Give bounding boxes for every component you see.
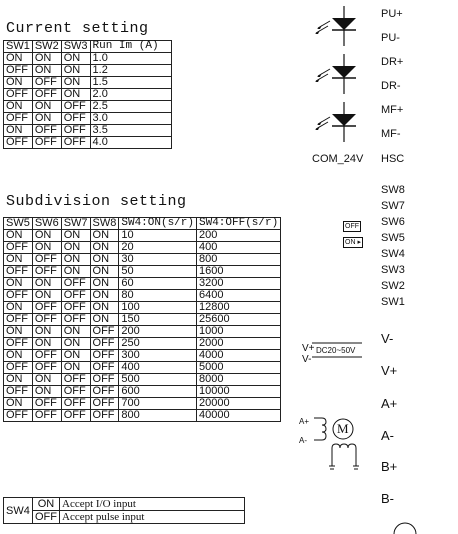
table-cell: OFF: [32, 362, 61, 374]
motor-symbol-label: M: [337, 421, 349, 436]
table-cell: OFF: [4, 314, 33, 326]
table-cell: ON: [32, 290, 61, 302]
off-tag-label: OFF: [345, 223, 359, 230]
dip-switch-on-icon: [343, 237, 363, 248]
table-row: [4, 137, 172, 149]
table-cell: 80: [119, 290, 197, 302]
table-cell: 8000: [197, 374, 281, 386]
table-cell: 1600: [197, 266, 281, 278]
table-row: [4, 290, 281, 302]
table-row: [4, 386, 281, 398]
motor-a-plus-label: A+: [299, 417, 310, 426]
table-cell: OFF: [32, 314, 61, 326]
table-row: [4, 254, 281, 266]
table-cell: ON: [4, 77, 33, 89]
table-row: [4, 89, 172, 101]
table-cell: OFF: [90, 338, 119, 350]
table-cell: 800: [197, 254, 281, 266]
sw4-off-state: OFF: [33, 511, 60, 524]
table-row: [4, 326, 281, 338]
table-cell: OFF: [4, 242, 33, 254]
terminal-v-plus: V+: [381, 363, 398, 378]
table-cell: 700: [119, 398, 197, 410]
table-cell: ON: [61, 77, 90, 89]
terminal-b-plus: B+: [381, 459, 398, 474]
table-cell: OFF: [90, 326, 119, 338]
table-cell: OFF: [61, 374, 90, 386]
table-row: [4, 113, 172, 125]
motor-icon: [310, 412, 360, 484]
table-cell: 400: [119, 362, 197, 374]
table-cell: 10000: [197, 386, 281, 398]
table-cell: 6400: [197, 290, 281, 302]
table-cell: 400: [197, 242, 281, 254]
terminal-a-minus: A-: [381, 428, 394, 443]
table-cell: OFF: [90, 398, 119, 410]
switch-label-sw1: SW1: [381, 296, 405, 308]
table-cell: ON: [61, 230, 90, 242]
table-cell: 3.5: [90, 125, 171, 137]
terminal-dr-plus: DR+: [381, 56, 404, 68]
table-cell: ON: [32, 101, 61, 113]
table-row: [4, 302, 281, 314]
sw4-off-description: Accept pulse input: [60, 511, 245, 524]
led-diode-icon: [306, 102, 362, 142]
table-cell: ON: [4, 53, 33, 65]
table-cell: OFF: [4, 137, 33, 149]
table-cell: ON: [61, 242, 90, 254]
table-cell: OFF: [61, 386, 90, 398]
table-header-row: [4, 41, 172, 53]
led-diode-icon: [306, 6, 362, 46]
table-cell: ON: [61, 65, 90, 77]
table-cell: OFF: [32, 89, 61, 101]
table-cell: OFF: [32, 137, 61, 149]
table-cell: OFF: [4, 410, 33, 422]
terminal-b-minus: B-: [381, 491, 394, 506]
power-range-label: DC20~50V: [316, 346, 356, 355]
table-cell: 1000: [197, 326, 281, 338]
switch-label-sw5: SW5: [381, 232, 405, 244]
switch-label-sw2: SW2: [381, 280, 405, 292]
circle-outline-icon: [392, 522, 418, 534]
table-cell: ON: [32, 65, 61, 77]
table-cell: 4000: [197, 350, 281, 362]
table-cell: 100: [119, 302, 197, 314]
dip-switch-off-icon: [343, 221, 361, 232]
table-row: [4, 266, 281, 278]
table-cell: 10: [119, 230, 197, 242]
table-cell: 2.0: [90, 89, 171, 101]
table-cell: ON: [4, 302, 33, 314]
table-cell: ON: [32, 230, 61, 242]
table-cell: OFF: [4, 386, 33, 398]
table-cell: OFF: [32, 350, 61, 362]
table-cell: OFF: [61, 137, 90, 149]
table-cell: OFF: [61, 314, 90, 326]
table-row: [4, 338, 281, 350]
arrow-right-icon: ▸: [357, 239, 361, 246]
table-cell: OFF: [90, 350, 119, 362]
table-cell: ON: [4, 350, 33, 362]
table-cell: ON: [32, 53, 61, 65]
table-cell: OFF: [4, 89, 33, 101]
table-cell: OFF: [4, 113, 33, 125]
table-row: [4, 314, 281, 326]
column-header: SW8: [90, 218, 119, 230]
table-cell: 250: [119, 338, 197, 350]
table-cell: 2.5: [90, 101, 171, 113]
table-cell: 1.0: [90, 53, 171, 65]
column-header: SW2: [32, 41, 61, 53]
table-cell: 200: [119, 326, 197, 338]
led-diode-icon: [306, 54, 362, 94]
terminal-pu-minus: PU-: [381, 32, 400, 44]
table-cell: ON: [90, 230, 119, 242]
table-cell: ON: [61, 338, 90, 350]
terminal-mf-minus: MF-: [381, 128, 401, 140]
table-cell: ON: [61, 350, 90, 362]
table-cell: ON: [61, 266, 90, 278]
table-cell: 50: [119, 266, 197, 278]
switch-label-sw8: SW8: [381, 184, 405, 196]
table-row: [4, 362, 281, 374]
table-cell: ON: [32, 278, 61, 290]
table-cell: OFF: [32, 77, 61, 89]
table-cell: ON: [90, 314, 119, 326]
table-cell: 25600: [197, 314, 281, 326]
table-cell: OFF: [90, 410, 119, 422]
table-cell: 1.5: [90, 77, 171, 89]
table-cell: 40000: [197, 410, 281, 422]
table-row: [4, 230, 281, 242]
table-cell: OFF: [4, 290, 33, 302]
table-row: [4, 498, 245, 511]
terminal-pu-plus: PU+: [381, 8, 403, 20]
sw4-mode-table: [3, 497, 245, 524]
table-cell: 5000: [197, 362, 281, 374]
column-header: Run Im (A): [90, 41, 171, 53]
column-header: SW6: [32, 218, 61, 230]
subdivision-setting-title: Subdivision setting: [6, 193, 187, 210]
table-cell: 500: [119, 374, 197, 386]
table-cell: OFF: [90, 374, 119, 386]
table-cell: ON: [4, 278, 33, 290]
table-cell: ON: [61, 89, 90, 101]
table-cell: 30: [119, 254, 197, 266]
table-cell: ON: [61, 53, 90, 65]
table-cell: ON: [4, 398, 33, 410]
table-cell: OFF: [4, 338, 33, 350]
table-row: [4, 53, 172, 65]
table-cell: 20000: [197, 398, 281, 410]
terminal-v-minus: V-: [381, 331, 394, 346]
current-setting-table: [3, 40, 172, 149]
power-vplus-label: V+: [302, 343, 315, 354]
table-cell: 2000: [197, 338, 281, 350]
table-row: [4, 77, 172, 89]
table-header-row: [4, 218, 281, 230]
com-24v-label: COM_24V: [312, 153, 364, 165]
table-cell: ON: [90, 254, 119, 266]
table-cell: ON: [4, 254, 33, 266]
table-cell: ON: [90, 278, 119, 290]
table-cell: ON: [32, 242, 61, 254]
table-cell: ON: [90, 266, 119, 278]
column-header: SW3: [61, 41, 90, 53]
column-header: SW1: [4, 41, 33, 53]
table-cell: ON: [32, 326, 61, 338]
table-cell: 12800: [197, 302, 281, 314]
table-row: [4, 242, 281, 254]
power-lines-icon: [312, 341, 364, 367]
table-cell: 20: [119, 242, 197, 254]
table-cell: 150: [119, 314, 197, 326]
table-cell: 600: [119, 386, 197, 398]
table-row: [4, 398, 281, 410]
table-cell: OFF: [32, 125, 61, 137]
table-cell: 4.0: [90, 137, 171, 149]
table-row: [4, 278, 281, 290]
table-cell: ON: [61, 326, 90, 338]
table-cell: OFF: [61, 113, 90, 125]
table-cell: OFF: [4, 362, 33, 374]
switch-label-sw4: SW4: [381, 248, 405, 260]
table-cell: ON: [90, 290, 119, 302]
column-header: SW7: [61, 218, 90, 230]
table-cell: ON: [4, 125, 33, 137]
table-cell: ON: [32, 338, 61, 350]
table-cell: ON: [32, 374, 61, 386]
table-cell: 1.2: [90, 65, 171, 77]
table-row: [4, 350, 281, 362]
table-cell: OFF: [4, 65, 33, 77]
table-cell: ON: [4, 101, 33, 113]
column-header: SW4:ON(s/r): [119, 218, 197, 230]
current-setting-title: Current setting: [6, 20, 149, 37]
table-cell: OFF: [4, 266, 33, 278]
table-cell: ON: [4, 230, 33, 242]
sw4-on-description: Accept I/O input: [60, 498, 245, 511]
table-cell: OFF: [61, 101, 90, 113]
table-cell: OFF: [90, 386, 119, 398]
terminal-dr-minus: DR-: [381, 80, 401, 92]
table-cell: OFF: [32, 410, 61, 422]
table-cell: ON: [32, 113, 61, 125]
table-cell: 200: [197, 230, 281, 242]
switch-label-sw7: SW7: [381, 200, 405, 212]
table-cell: OFF: [61, 302, 90, 314]
table-cell: ON: [4, 326, 33, 338]
table-cell: ON: [4, 374, 33, 386]
table-cell: 3.0: [90, 113, 171, 125]
terminal-hsc: HSC: [381, 153, 405, 165]
table-cell: OFF: [61, 125, 90, 137]
terminal-a-plus: A+: [381, 396, 398, 411]
table-cell: OFF: [61, 278, 90, 290]
table-row: [4, 65, 172, 77]
table-cell: ON: [90, 242, 119, 254]
column-header: SW4:OFF(s/r): [197, 218, 281, 230]
on-tag-label: ON: [345, 239, 356, 246]
power-vminus-label: V-: [302, 354, 312, 365]
table-cell: OFF: [90, 362, 119, 374]
table-cell: 300: [119, 350, 197, 362]
table-row: [4, 410, 281, 422]
table-row: [4, 101, 172, 113]
table-cell: OFF: [61, 398, 90, 410]
switch-label-sw6: SW6: [381, 216, 405, 228]
table-row: [4, 125, 172, 137]
table-cell: 3200: [197, 278, 281, 290]
table-row: [4, 374, 281, 386]
table-row: [4, 511, 245, 524]
sw4-on-state: ON: [33, 498, 60, 511]
table-cell: OFF: [32, 266, 61, 278]
motor-a-minus-label: A-: [299, 436, 307, 445]
sw4-label: SW4: [4, 498, 33, 524]
table-cell: 60: [119, 278, 197, 290]
table-cell: ON: [90, 302, 119, 314]
table-cell: ON: [61, 254, 90, 266]
table-cell: ON: [61, 362, 90, 374]
table-cell: OFF: [32, 254, 61, 266]
table-cell: OFF: [61, 410, 90, 422]
terminal-mf-plus: MF+: [381, 104, 404, 116]
switch-label-sw3: SW3: [381, 264, 405, 276]
table-cell: OFF: [32, 302, 61, 314]
table-cell: ON: [32, 386, 61, 398]
subdivision-setting-table: [3, 217, 281, 422]
column-header: SW5: [4, 218, 33, 230]
table-cell: 800: [119, 410, 197, 422]
table-cell: OFF: [32, 398, 61, 410]
table-cell: OFF: [61, 290, 90, 302]
